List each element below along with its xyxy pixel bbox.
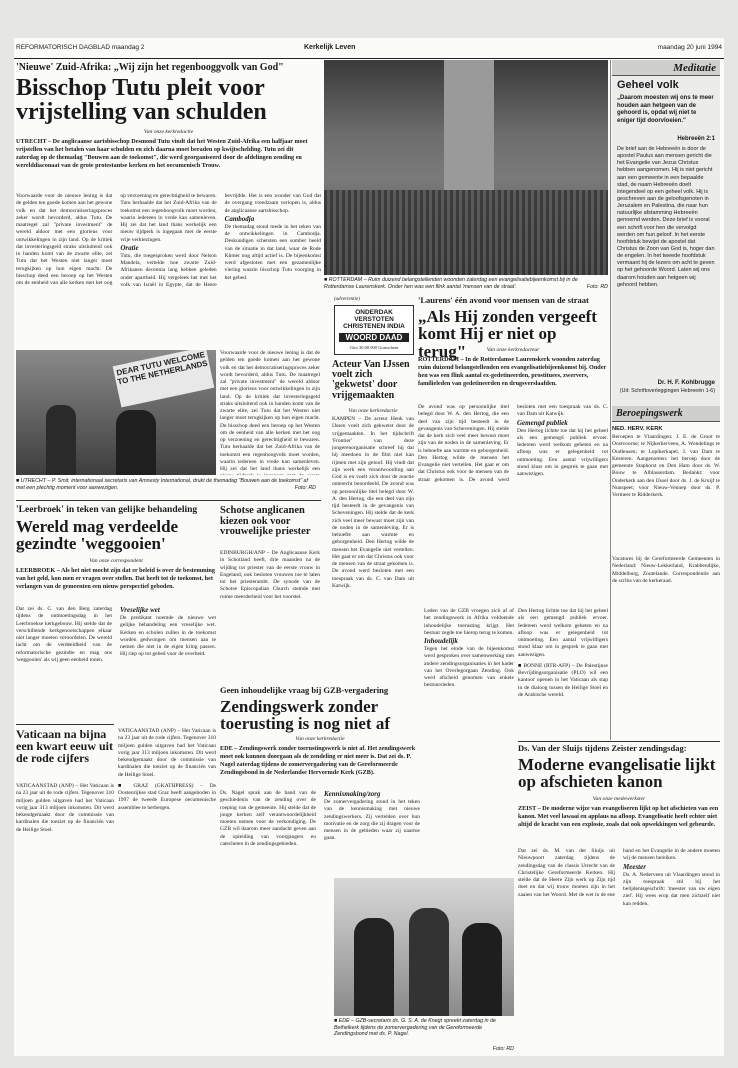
vaticaan-body-text: VATICAANSTAD (ANP) – Het Vaticaan is na 23 jaar uit de rode cijfers. Tegenover 310 miljoen gulden uitgaven had het Vaticaan vorig jaar 313 miljoen inkomsten. Dit werd bekendgemaakt door de commissie van kardinalen die toeziet op de financiën van de Heilige Stoel.: [16, 783, 114, 833]
tutu-caption: [16, 478, 316, 491]
gzb-headline: Zendingswerk zonder toerusting is nog niet af: [220, 697, 390, 734]
leerbroek-lead: LEERBROEK – Als het niet mocht zijn dat er beleid is over de bestemming van het geld, kon men er vragen over stellen. Dat heeft tot de toekomst, het verlangen van de gemeenten een nieuw perspectief geboden.: [16, 567, 215, 591]
ad-title-1: ONDERDAK VERSTOTEN: [354, 309, 394, 323]
tutu-sub-cambodja: Cambodja: [224, 214, 255, 223]
tutu-caption-text: UTRECHT – P. Smit, internationaal secretaris van Amnesty International, drukt de themadag "Bouwen aan de toekomst" af met een plechtig moment voor aanwezigen.: [16, 478, 308, 491]
inhoudelijk-body: [424, 608, 514, 798]
tutu-body-side: [220, 350, 320, 475]
gzb-body-text: Ds. Nagel sprak aan de hand van de geschiedenis van de zending over de roeping van de gemeente. Hij stelde dat de jonge kerken zelf verantwoordelijkheid moeten nemen voor de verkondiging. De GZB wil daarom meer aandacht geven aan de opleiding van voorgangers en catecheten in de zendingsgebieden.: [220, 790, 316, 847]
leerbroek-sub: Vreselijke wet: [120, 606, 160, 614]
rotterdam-caption-text: ROTTERDAM – Ruim duizend belangstellenden woonden zaterdag een evangelisatiebijeenkomst bij in de Rotterdamse Laurenskerk. Onder hen was een flink aantal 'mensen van de straat'.: [324, 277, 578, 290]
beroepingswerk-header: NED. HERV. KERK: [612, 426, 663, 432]
meditatie-quote: „Daarom moesten wij ons te meer houden aan hetgeen van de gehoord is, opdat wij niet te eniger tijd doorvloeien.": [617, 95, 714, 124]
tutu-lead: UTRECHT – De anglicaanse aartsbisschop Desmond Tutu vindt dat het Westen Zuid-Afrika een halfjaar moet vrijstellen van het betalen van haar schulden en zich daarna moet beraden op kwijtschelding. Tutu zei dit zaterdag op de themadag "Bouwen aan de toekomst", die werd georganiseerd door de afdelingen zending en werelddiaconaat van de grote protestantse kerken en het oecumenisch Trouw.: [16, 138, 308, 170]
sluijs-body-text-2: Ds. A. Nederveen uit Vlaardingen stond in zijn toespraak stil bij het belijdenisgeschrift: 'meester van uw eigen ziel'. Hij wees erop dat men zichzelf niet kan redden.: [623, 871, 720, 907]
tutu-byline: Van onze kerkredactie: [143, 129, 194, 135]
tutu-photo: [16, 350, 216, 475]
gzb-byline: Van onze kerkredactie: [295, 736, 345, 742]
beroepingswerk-body-2: Vacatures bij de Gereformeerde Gemeenten in Nederland: Nieuw-Lekkerland, Krabbendijke, Middelburg, Zoutelande. Correspondentie aan de scriba van de kerkeraad.: [612, 556, 720, 584]
inhoudelijk-body-text: Leden van de GZB vroegen zich af of het zendingswerk in Afrika voldoende inhoudelijke toerusting krijgt. Het bestuur zegde toe hierop terug te komen.: [424, 608, 514, 636]
ad-giro: Giro 30.00.900 Gorinchem: [349, 345, 399, 350]
bonne-marker-icon: ■: [518, 662, 524, 669]
meditatie-title: Geheel volk: [617, 79, 679, 91]
tutu-credit: Foto: RD: [294, 484, 316, 491]
rotterdam-caption: [324, 277, 608, 290]
caption-marker-icon: ■: [334, 1018, 339, 1024]
ijssen-headline: Acteur Van IJssen voelt zich 'gekwetst' door vrijgemaakten: [332, 359, 410, 401]
sluijs-sub: Meester: [623, 862, 646, 871]
newspaper-page: [14, 38, 724, 1056]
laurens-lead: ROTTERDAM – In de Rotterdamse Laurenskerk woonden zaterdag ruim duizend belangstellenden een evangelisatiebijeenkomst bij. Onder hen was een flink aantal ex-gedetineerden, prostituees, zwervers, familieleden van gedetineerden en drugsverslaafden.: [418, 356, 607, 388]
advertisement: [334, 305, 414, 355]
gzb-caption: [334, 1018, 514, 1038]
tutu-sub-oratie: Oratie: [120, 243, 139, 252]
meditatie-source: (Uit: Schriftoverleggingen Hebreeën 1-6): [619, 388, 715, 394]
person-silhouette-3: [462, 923, 502, 1016]
tutu-body-text-3: De themadag stond mede in het teken van de ontwikkelingen in Cambodja. Deskundigen schetsten een somber beeld van de situatie in dat land, waar de Rode Khmer nog altijd actief is. De bijeenkomst werd afgesloten met een gezamenlijke viering waarin bisschop Tutu voorging in het gebed.: [224, 223, 321, 281]
gzb-sub: Kennismaking/zorg: [324, 790, 381, 798]
laurens-headline: „Als Hij zonden vergeeft komt Hij er niet op terug": [418, 307, 597, 361]
ijssen-body-text: KAMPEN – De acteur Henk van IJssen voelt zich gekwetst door de vrijgemaakten. In het tijdschrift 'Frontier' van deze jongerenorganisatie schreef hij dat hij meedoen in de film niet kan rijmen met zijn geloof. Hij vindt dat zijn werk een verantwoording aan God is en voelt zich door de reactie onterecht beoordeeld.: [332, 416, 414, 488]
tutu-body-text: Voorwaarde voor de nieuwe lening is dat de gelden ten goede komen aan het gewone volk en dat het democratiseringsproces zeker wordt bevorderd, aldus Tutu. De maatregel zal "private investment" de wereld aldoor met een glorieus voor ontwikkelingen in zijn land. Op de kritiek dat investeringsgeld straks uitsluitend ook in handen komt van de zwarte elite, zei Tutu dat het Westen niet langer moet terugkijken op hun eigen macht. De bisschop deed een beroep op het Westen om de eenheid van alle kerken met het oog op verzoening en gerechtigheid te bewaren. Tutu herhaalde dat het Zuid-Afrika van de toekomst een regenboogvolk moet worden, waarin iedereen in vrede kan samenleven. Hij zei dat het land thans werkelijk een nieuw tijdperk is ingegaan met de eerste vrije verkiezingen.: [16, 193, 217, 286]
sluijs-lead: ZEIST – De moderne wijze van evangeliseren lijkt op het afschieten van een kanon. Met veel lawaai en applaus na afloop. Evangelisatie heeft echter niet altijd de kracht van een explosie, zoals dat ook opwekkingen wel gebeurde.: [518, 805, 719, 829]
ijssen-byline: Van onze kerkredactie: [348, 408, 398, 414]
leerbroek-headline: Wereld mag verdeelde gezindte 'weggooien': [16, 517, 179, 554]
tutu-kicker: 'Nieuwe' Zuid-Afrika: „Wij zijn het regenbooggvolk van God": [16, 62, 284, 73]
laurenskerk-photo: [324, 60, 608, 275]
divider: [16, 500, 321, 501]
ad-title-2: CHRISTENEN INDIA: [343, 323, 405, 330]
person-silhouette: [354, 918, 394, 1016]
tutu-body: [16, 193, 321, 348]
vaticaan-body-2: [118, 728, 216, 1053]
sluijs-headline: Moderne evangelisatie lijkt op afschieten kanon: [518, 755, 716, 792]
gzb-kicker: Geen inhoudelijke vraag bij GZB-vergadering: [220, 685, 389, 695]
tutu-body-text-2: Tutu, die toegesproken werd door Nelson Mandela, vertelde hoe zwarte Zuid-Afrikanen decennia lang hebben geleden onder apartheid. Hij vergeleek het met het volk van Israël in Egypte, dat de Heere bevrijdde. Het is een wonder van God dat de overgang vreedzaam verlopen is, aldus de anglicaanse aartsbisschop.: [120, 193, 321, 288]
beroepingswerk-tab: Beroepingswerk: [612, 406, 720, 422]
inhoudelijk-body-text-2: Tegen het einde van de bijeenkomst werd gesproken over samenwerking met andere zendingsorganisaties in het kader van het Overlegorgaan Zending. Ook werd afscheid genomen van enkele bestuursleden.: [424, 646, 514, 689]
sluijs-body: [518, 848, 720, 1053]
bonne-item: [518, 663, 608, 699]
rotterdam-credit: Foto: RD: [586, 283, 608, 290]
person-silhouette-2: [116, 410, 156, 475]
gzb-lead: EDE – Zendingswerk zonder toerustingswerk is niet af. Het zendingswerk moet ook kunnen doorgaan als de zendeling er niet meer is. Dat zei ds. P. Nagel zaterdag tijdens de zomervergadering van de Gereformeerde Zendingsbond in de Nederlandse Hervormde Kerk (GZB).: [220, 745, 416, 777]
laurens-body-text: De avond was op persoonlijke titel belegd door W. A. den Hertog, die een deel van zijn tijd besteedt in de gevangenis van Scheveningen. Hij stelde dat de kerk zich veel meer bewust moet zijn van de noden in de samenleving. Er is behoefte aan warmte en geborgenheid. Den Hertog wilde de mensen het Evangelie niet vertellen. Het gaat er om dat Christus ook voor de mensen van de straat gekomen is. De avond werd besloten met een toespraak van ds. C. van Dam uit Katwijk.: [418, 404, 608, 483]
ad-brand: WOORD DAAD: [339, 333, 409, 342]
section-name: Kerkelijk Leven: [304, 44, 356, 51]
vaticaan-body: [16, 783, 114, 1053]
ijssen-body-text-2: De avond was op persoonlijke titel belegd door W. A. den Hertog, die een deel van zijn tijd besteedt in de gevangenis van Scheveningen. Hij stelde dat de kerk zich veel meer bewust moet zijn van de noden in de samenleving. Er is behoefte aan warmte en geborgenheid. Den Hertog wilde de mensen het Evangelie niet vertellen. Het gaat er om dat Christus ook voor de mensen van de straat gekomen is. De avond werd besloten met een toespraak van ds. C. van Dam uit Katwijk.: [332, 481, 414, 589]
graz-marker-icon: ■: [118, 782, 134, 789]
meditatie-tab: Meditatie: [612, 60, 720, 76]
divider: [16, 724, 114, 725]
nieuws-column: [518, 608, 608, 738]
caption-marker-icon: ■: [324, 277, 329, 283]
laurens-sub: Gemengd publiek: [517, 418, 568, 427]
meditatie-body: De brief aan de Hebreeën is door de apostel Paulus aan mensen gericht die het Evangelie van Jezus Christus hebben aangenomen. Hij is niet gericht aan een gemeente in een bepaalde stad, de naam Hebreeën doelt integendeel op een geheel volk. Hij is geschreven aan de geloofsgenoten in Jeruzalem en Palestina, die naar hun natuurlijke afstamming Hebreeën genoemd werden. Deze brief is vooral een schrift voor hen die vervolgd werden om hun geloof. In het eerste hoofdstuk bewijst de apostel dat Christus de Zoon van God is, hoger dan de engelen. In het tweede hoofdstuk vermaant hij de lezers om acht te geven op het gehoorde Woord. Laten wij ons daarom houden aan hetgeen wij gehoord hebben.: [617, 146, 715, 288]
person-silhouette-2: [409, 908, 449, 1016]
leerbroek-byline: Van onze correspondent: [89, 558, 143, 564]
tutu-headline: Bisschop Tutu pleit voor vrijstelling van schulden: [16, 75, 267, 126]
vaticaan-body-text-2: VATICAANSTAD (ANP) – Het Vaticaan is na 23 jaar uit de rode cijfers. Tegenover 310 miljoen gulden uitgaven had het Vaticaan vorig jaar 313 miljoen inkomsten. Dit werd bekendgemaakt door de commissie van kardinalen die toeziet op de financiën van de Heilige Stoel.: [118, 728, 216, 778]
gzb-photo: [334, 878, 514, 1016]
laurens-body: [418, 404, 608, 604]
caption-marker-icon: ■: [16, 478, 21, 484]
leerbroek-body-text-2: De predikant noemde de nieuwe wet gelijke behandeling een vreselijke wet. Kerken en scholen zullen in de toekomst worden gedwongen om mensen aan te nemen die niet in de eigen kring passen. Hij riep op tot gebed voor de overheid.: [120, 615, 216, 658]
masthead-left: REFORMATORISCH DAGBLAD maandag 2: [16, 44, 145, 51]
leerbroek-kicker: 'Leerbroek' in teken van gelijke behandeling: [16, 505, 198, 515]
graz-item: [118, 783, 216, 812]
tutu-body-side-text: Voorwaarde voor de nieuwe lening is dat de gelden ten goede komen aan het gewone volk en dat het democratiseringsproces zeker wordt bevorderd, aldus Tutu. De maatregel zal "private investment" de wereld aldoor met een glorieus voor ontwikkelingen in zijn land. Op de kritiek dat investeringsgeld straks uitsluitend ook in handen komt van de zwarte elite, zei Tutu dat het Westen niet langer moet terugkijken op hun eigen macht. De bisschop deed een beroep op het Westen om de eenheid van alle kerken met het oog op verzoening en gerechtigheid te bewaren. Tutu herhaalde dat het Zuid-Afrika van de toekomst een regenboogvolk moet worden, waarin iedereen in vrede kan samenleven. Hij zei dat het land thans werkelijk een: [220, 350, 320, 472]
beroepingswerk-body: Beroepen te Vlaardingen: J. E. de Groot te Oostvoorne; te Nijkerkerveen, A. Wondelings te Oudleusen; te Lopikerkapel, J. van Dam te Kesteren. Aangenomen: het beroep door de gemeente Staphorst en Den Ham door ds. W. Bouw te Alblasserdam. Bedankt: voor Ouderkerk aan den IJssel door ds. J. de Kruijf te Nunspeet; voor Nieuw-Vennep door ds. P. Vermeer te Ridderkerk.: [612, 434, 720, 498]
leerbroek-body: [16, 606, 216, 721]
gzb-body-text-2: De zomervergadering stond in het teken van de kennismaking met nieuwe zendingswerkers. Zij vertelden over hun motivatie en de zorg die zij dragen voor de mensen in de gebieden waar zij naartoe gaan.: [324, 799, 420, 842]
sluijs-body-text: Dat zei ds. M. van der Sluijs uit Nieuwpoort zaterdag tijdens de zendingsdag van de classis Utrecht van de Christelijke Gereformeerde Kerken. Hij stelde dat de Heere Zijn werk op Zijn tijd doet en dat wij trouw moeten zijn in het zaaien van het Woord. Met de wet in de ene hand en het Evangelie in de andere moeten wij de mensen bereiken.: [518, 848, 720, 898]
laurens-kicker: 'Laurens' één avond voor mensen van de straat: [418, 295, 589, 305]
vaticaan-headline: Vaticaan na bijna een kwart eeuw uit de rode cijfers: [16, 727, 113, 766]
column-divider: [610, 60, 611, 740]
graz-text: GRAZ (GKATHPRESS) – De Oostenrijkse stad Graz heeft aangeboden in 1997 de tweede Europese oecumenische assemblee te herbergen.: [118, 782, 216, 811]
sluijs-kicker: Ds. Van der Sluijs tijdens Zeister zendingsdag:: [518, 743, 687, 753]
leerbroek-body-text: Dat zei ds. C. van den Berg zaterdag tijdens de ontmoetingsdag in het Leerbroekse kerkgebouw. Hij stelde dat de verschillende kerkgenootschappen elkaar niet langer moeten veroordelen. De wereld lacht om de verdeeldheid van de reformatorische gezindte en mag ons 'weggooien' als wij geen eenheid tonen.: [16, 606, 112, 663]
inhoudelijk-sub: Inhoudelijk: [424, 637, 458, 645]
schotse-headline: Schotse anglicanen kiezen ook voor vrouwelijke priester: [220, 505, 311, 538]
person-silhouette: [46, 405, 76, 475]
divider: [518, 741, 720, 742]
crowd-shape: [324, 190, 608, 275]
meditatie-sidebar: [612, 60, 720, 406]
masthead: [14, 38, 724, 59]
ad-label: (advertentie): [334, 297, 360, 302]
organ-shape: [444, 60, 494, 190]
meditatie-author: Dr. H. F. Kohlbrugge: [657, 380, 715, 386]
laurens-body-text-3: Den Hertog lichtte toe dat hij het geheel als een gemengd publiek ervoer. Iedereen werd welkom geheten en na afloop was er gelegenheid tot ontmoeting. Een aantal vrijwilligers stond klaar om in gesprek te gaan met aanwezigen.: [518, 608, 608, 658]
meditatie-ref: Hebreeën 2:1: [677, 136, 715, 142]
ijssen-body: [332, 416, 414, 701]
laurens-body-text-2: Den Hertog lichtte toe dat hij het geheel als een gemengd publiek ervoer. Iedereen werd welkom geheten en na afloop was er gelegenheid tot ontmoeting. Een aantal vrijwilligers stond klaar om in gesprek te gaan met aanwezigen.: [517, 427, 608, 478]
bonne-text: BONNE (RTR-AFP) – De Palestijnse Bevrijdingsorganisatie (PLO) wil een kantoor openen in het Vaticaan als stap in de dialoog tussen de Heilige Stoel en de Arabische wereld.: [518, 662, 608, 698]
welcome-banner: DEAR TUTU WELCOME TO THE NETHERLANDS: [113, 350, 215, 407]
sluijs-byline: Van onze medewerkster: [592, 796, 646, 802]
schotse-body: EDINBURGH/ANP – De Anglicaanse Kerk in Schotland heeft, drie maanden na de wijding tot priester van de eerste vrouw in Engeland, ook besloten vrouwen toe te laten tot het priesterambt. De synode van de Schotse Episcopalian Church stemde met ruime meerderheid voor het voorstel.: [220, 550, 320, 600]
laurens-byline: Van onze kerkredacteur: [486, 347, 540, 353]
masthead-date: maandag 20 juni 1994: [657, 44, 722, 51]
gzb-caption-text: EDE – GZB-secretaris ds. G. S. A. de Knegt spreekt zaterdag in de Bethelkerk tijdens de zomervergadering van de Gereformeerde Zendingsbond met ds. P. Nagel.: [334, 1018, 496, 1038]
gzb-credit: Foto: RD: [492, 1046, 514, 1052]
